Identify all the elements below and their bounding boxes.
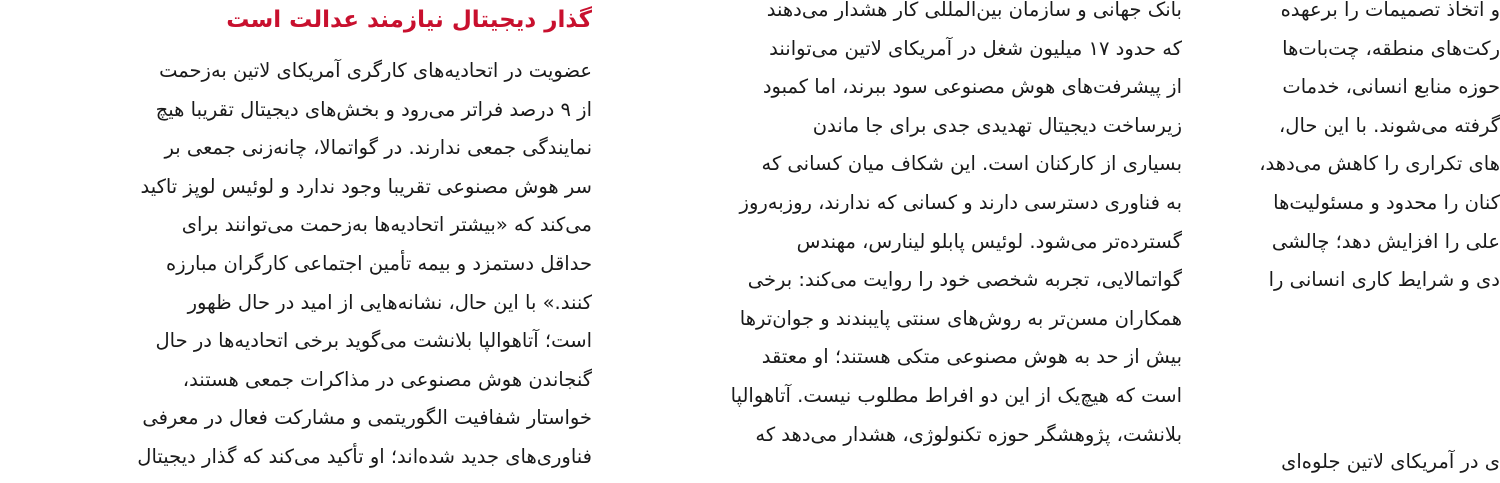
section-heading: گذار دیجیتال نیازمند عدالت است <box>226 7 592 33</box>
text-line: است که هیچ‌یک از این دو افراط مطلوب نیست. آتاهوالپا <box>730 383 1182 407</box>
text-line: دی و شرایط کاری انسانی را <box>1268 268 1500 292</box>
text-line: بیش از حد به هوش مصنوعی متکی هستند؛ او معتقد <box>761 345 1182 369</box>
text-line: و اتخاذ تصمیمات را برعهده <box>1280 0 1500 21</box>
text-line: می‌کند که «بیشتر اتحادیه‌ها به‌زحمت می‌توانند برای <box>181 213 592 237</box>
text-line: از ۹ درصد فراتر می‌رود و بخش‌های دیجیتال تقریبا هیچ <box>155 97 592 121</box>
column-right-body <box>1205 0 1500 300</box>
text-line: همکاران مسن‌تر به روش‌های سنتی پایبندند و جوان‌ترها <box>739 306 1182 330</box>
text-line: خواستار شفافیت الگوریتمی و مشارکت فعال در معرفی <box>142 406 592 430</box>
text-line: که حدود ۱۷ میلیون شغل در آمریکای لاتین می‌توانند <box>769 36 1182 60</box>
text-line: عضویت در اتحادیه‌های کارگری آمریکای لاتین به‌زحمت <box>159 59 592 82</box>
text-line: گرفته می‌شوند. با این حال، <box>1279 113 1500 137</box>
text-line: حداقل دستمزد و بیمه تأمین اجتماعی کارگران مبارزه <box>165 251 592 275</box>
text-line: گواتمالایی، تجربه شخصی خود را روایت می‌کند: برخی <box>747 268 1182 292</box>
article-column-left <box>44 0 592 483</box>
text-line: فناوری‌های جدید شده‌اند؛ او تأکید می‌کند که گذار دیجیتال <box>137 444 592 468</box>
text-line: ی در آمریکای لاتین جلوه‌ای <box>1281 450 1500 473</box>
text-line: گسترده‌تر می‌شود. لوئیس پابلو لینارس، مهندس <box>796 229 1182 253</box>
text-line: رکت‌های منطقه، چت‌بات‌ها <box>1282 36 1500 60</box>
text-line: زیرساخت دیجیتال تهدیدی جدی برای جا ماندن <box>812 113 1182 137</box>
text-line: سر هوش مصنوعی تقریبا وجود ندارد و لوئیس لوپز تاکید <box>140 174 592 198</box>
text-line: علی را افزایش دهد؛ چالشی <box>1271 229 1500 253</box>
text-line: حوزه منابع انسانی، خدمات <box>1282 75 1500 99</box>
text-line: گنجاندن هوش مصنوعی در مذاکرات جمعی هستند، <box>182 367 592 391</box>
text-line: به فناوری دسترسی دارند و کسانی که ندارند، روزبه‌روز <box>739 190 1182 214</box>
article-column-middle <box>632 0 1182 483</box>
text-line: بانک جهانی و سازمان بین‌المللی کار هشدار می‌دهند <box>766 0 1182 21</box>
text-line: بلانشت، پژوهشگر حوزه تکنولوژی، هشدار می‌دهد که <box>755 422 1182 446</box>
text-line: های تکراری را کاهش می‌دهد، <box>1259 152 1500 176</box>
text-line: از پیشرفت‌های هوش مصنوعی سود ببرند، اما کمبود <box>762 75 1182 99</box>
text-line: کنان را محدود و مسئولیت‌ها <box>1273 190 1500 214</box>
column-left-body <box>44 52 592 477</box>
text-line: نمایندگی جمعی ندارند. در گواتمالا، چانه‌زنی جمعی بر <box>164 136 592 160</box>
text-line: کنند.» با این حال، نشانه‌هایی از امید در حال ظهور <box>187 290 592 314</box>
article-column-right <box>1205 0 1500 483</box>
text-line: بسیاری از کارکنان است. این شکاف میان کسانی که <box>761 152 1182 176</box>
column-middle-body <box>632 0 1182 454</box>
text-line: است؛ آتاهوالپا بلانشت می‌گوید برخی اتحادیه‌ها در حال <box>155 329 592 353</box>
